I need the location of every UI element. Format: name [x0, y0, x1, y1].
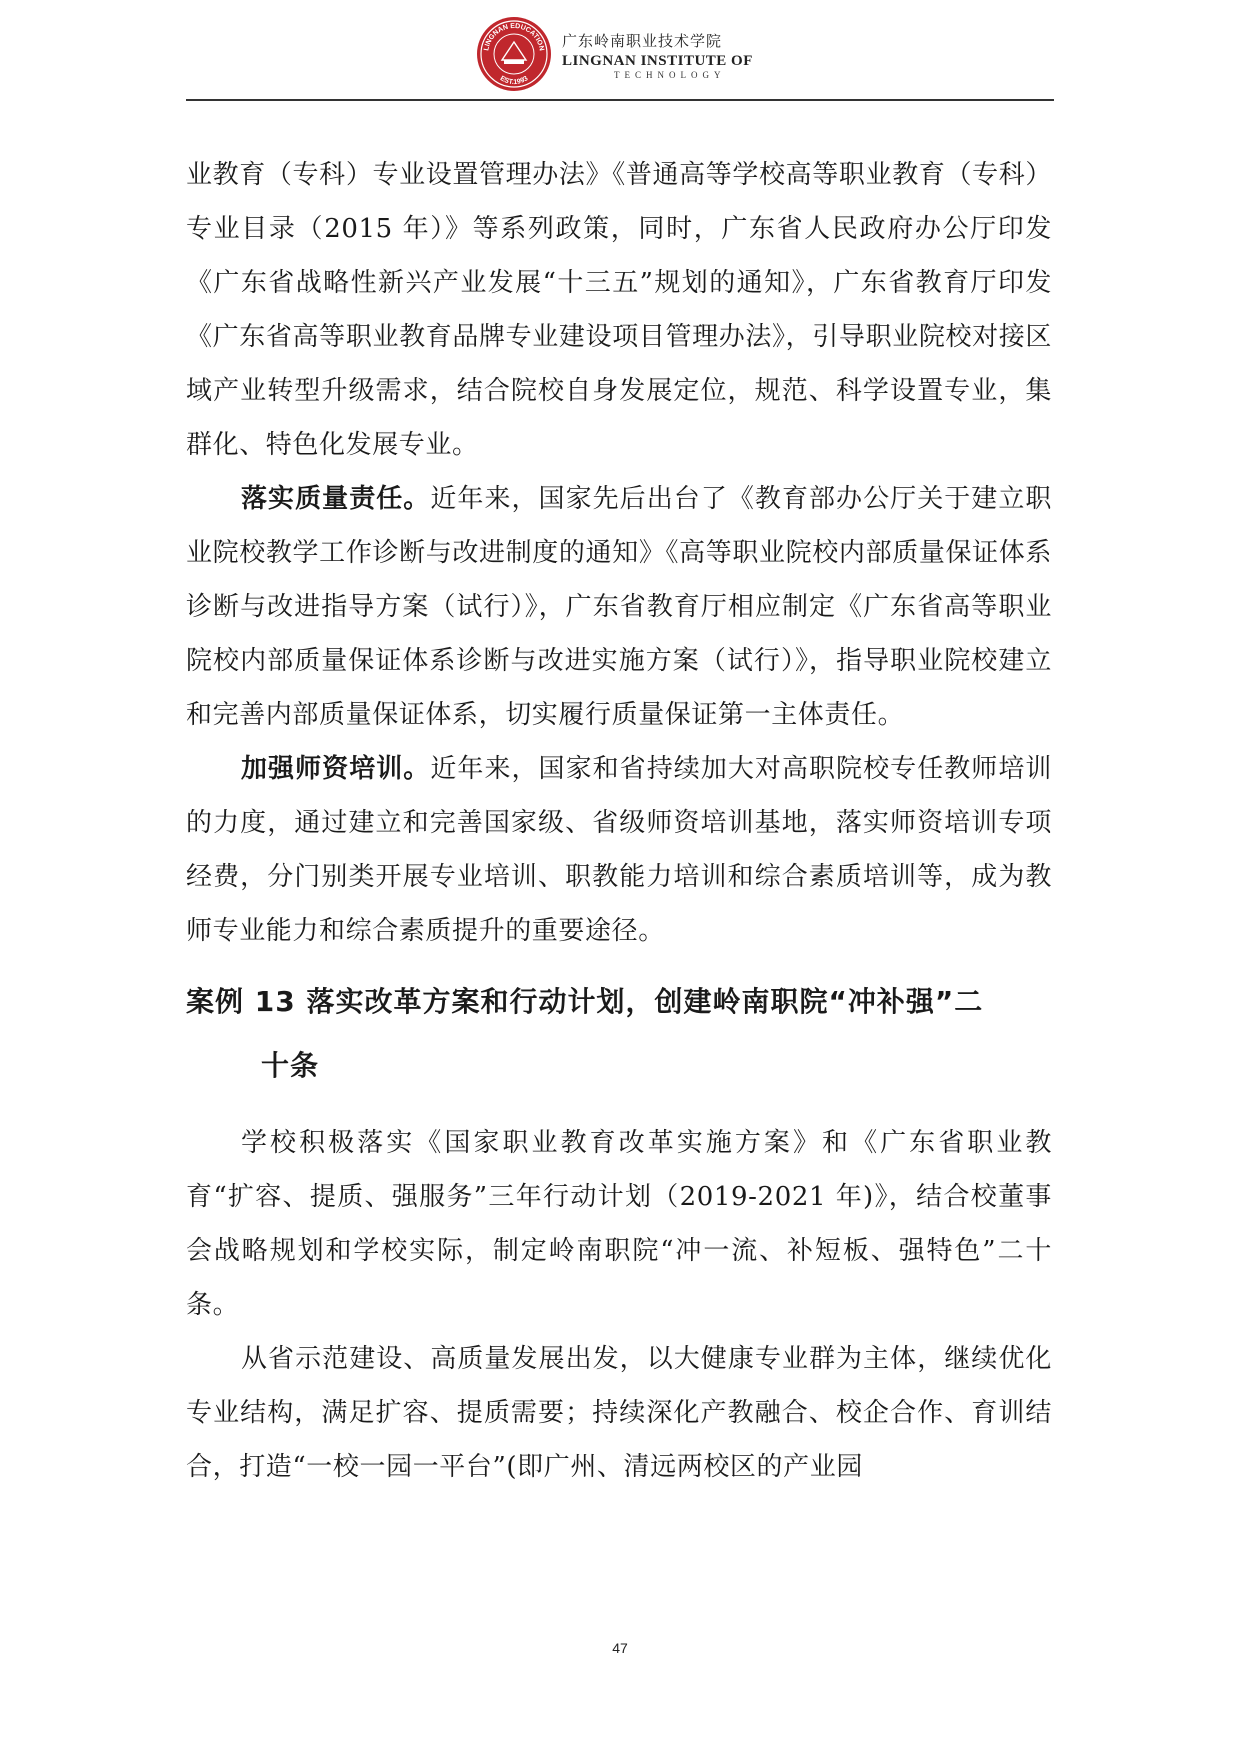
paragraph-text: 近年来，国家和省持续加大对高职院校专任教师培训的力度，通过建立和完善国家级、省级师资培训基地，落实师资培训专项经费，分门别类开展专业培训、职教能力培训和综合素质培训等，成为教师专业能力和综合素质提升的重要途径。: [186, 754, 1052, 946]
institution-name-cn: 广东岭南职业技术学院: [562, 32, 723, 50]
college-seal-logo: [476, 16, 552, 92]
institution-name-block: [562, 30, 862, 80]
case-heading-line1: 案例 13 落实改革方案和行动计划，创建岭南职院“冲补强”二: [186, 985, 984, 1018]
institution-name-en: LINGNAN INSTITUTE OF: [562, 53, 753, 69]
case-heading: [186, 970, 1052, 1098]
paragraph-policy-continuation: 业教育（专科）专业设置管理办法》《普通高等学校高等职业教育（专科）专业目录（2015 年）》等系列政策，同时，广东省人民政府办公厅印发《广东省战略性新兴产业发展“十三五”规划的通知》，广东省教育厅印发《广东省高等职业教育品牌专业建设项目管理办法》，引导职业院校对接区域产业转型升级需求，结合院校自身发展定位，规范、科学设置专业，集群化、特色化发展专业。: [186, 160, 1052, 460]
paragraph-teacher-training: [186, 742, 1052, 958]
paragraph-lead-heading: 加强师资培训。: [241, 754, 431, 784]
paragraph-reform-plan: 学校积极落实《国家职业教育改革实施方案》和《广东省职业教育“扩容、提质、强服务”三年行动计划（2019-2021 年)》，结合校董事会战略规划和学校实际，制定岭南职院“冲一流、补短板、强特色”二十条。: [186, 1128, 1052, 1320]
paragraph-quality-responsibility: [186, 472, 1052, 742]
paragraph-lead-heading: 落实质量责任。: [241, 484, 431, 514]
seal-bottom-text: EST.1993: [498, 75, 530, 87]
page-number: 47: [612, 1640, 628, 1656]
institution-name-en-sub: TECHNOLOGY: [614, 70, 726, 80]
case-heading-line2: 十条: [261, 1049, 320, 1082]
paragraph-specialty-structure: 从省示范建设、高质量发展出发，以大健康专业群为主体，继续优化专业结构，满足扩容、提质需要；持续深化产教融合、校企合作、育训结合，打造“一校一园一平台”(即广州、清远两校区的产业园: [186, 1344, 1052, 1482]
document-body: [186, 148, 1052, 1494]
page-header: [186, 16, 1054, 100]
seal-top-text: LINGNAN EDUCATION: [483, 22, 545, 52]
header-divider: [186, 99, 1054, 101]
paragraph-text: 近年来，国家先后出台了《教育部办公厅关于建立职业院校教学工作诊断与改进制度的通知》《高等职业院校内部质量保证体系诊断与改进指导方案（试行）》，广东省教育厅相应制定《广东省高等职业院校内部质量保证体系诊断与改进实施方案（试行）》，指导职业院校建立和完善内部质量保证体系，切实履行质量保证第一主体责任。: [186, 484, 1052, 730]
